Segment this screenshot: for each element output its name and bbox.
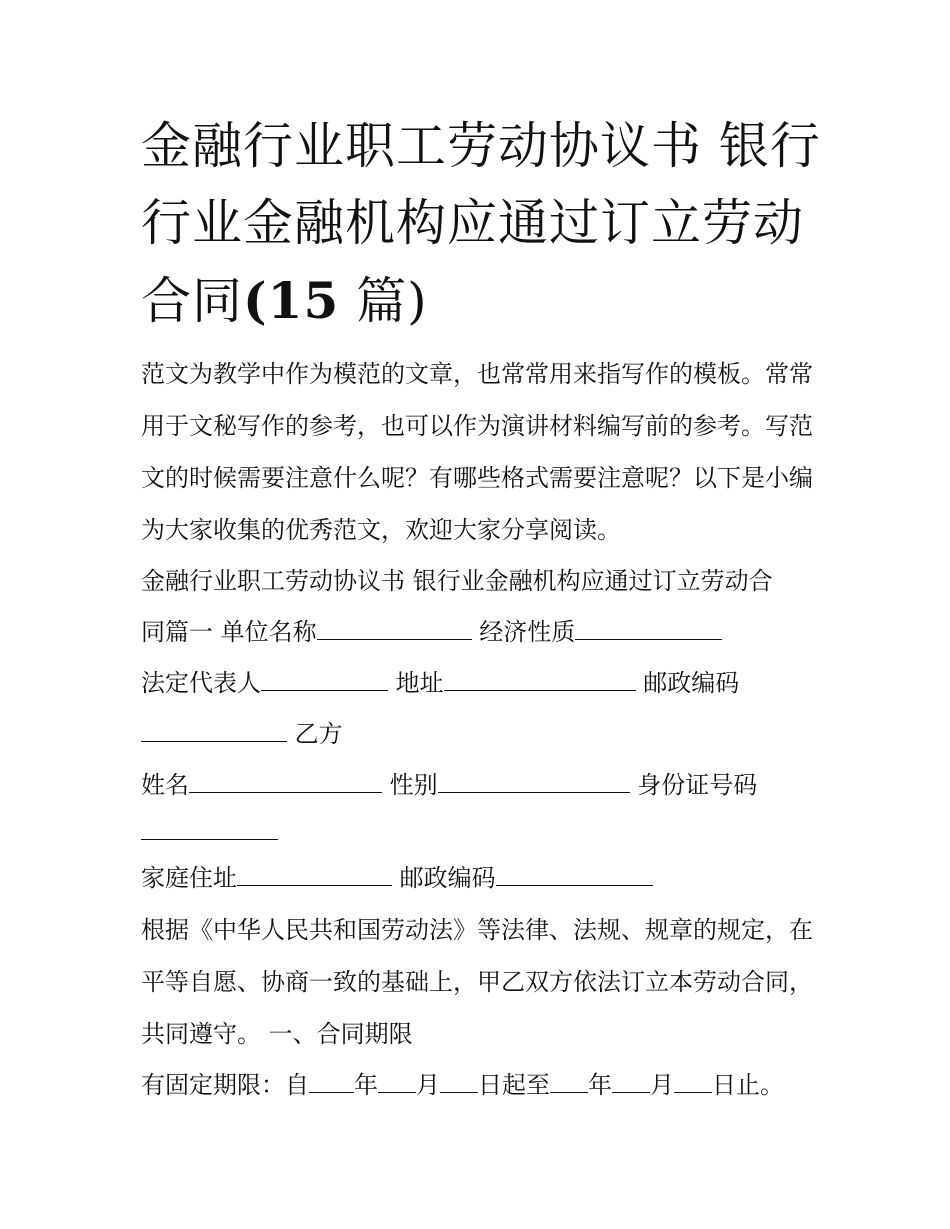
party-b-line [141, 709, 821, 760]
employee-postcode-blank [496, 865, 653, 886]
employer-name-blank [317, 619, 472, 640]
address-blank [444, 670, 636, 691]
employee-info-line [141, 760, 821, 811]
employee-postcode-label: 邮政编码 [392, 864, 496, 892]
end-month-blank [612, 1072, 650, 1093]
start-year-unit: 年 [354, 1071, 378, 1099]
id-number-line [141, 811, 821, 853]
start-day-unit: 日起至 [478, 1071, 550, 1099]
home-address-blank [237, 865, 392, 886]
document-page [141, 108, 821, 1111]
end-month-unit: 月 [650, 1071, 674, 1099]
employer-postcode-label: 邮政编码 [635, 669, 740, 697]
legal-rep-label: 法定代表人 [141, 669, 261, 697]
economic-nature-blank [575, 619, 722, 640]
term-label: 有固定期限：自 [141, 1071, 309, 1099]
title-suffix: 篇) [339, 272, 428, 330]
employer-postcode-blank [141, 721, 287, 742]
end-day-unit: 日止。 [712, 1071, 784, 1099]
start-day-blank [440, 1072, 478, 1093]
legal-rep-line [141, 658, 821, 709]
contract-heading-line: 金融行业职工劳动协议书 银行业金融机构应通过订立劳动合 [141, 567, 773, 595]
law-paragraph: 根据《中华人民共和国劳动法》等法律、法规、规章的规定，在平等自愿、协商一致的基础上，甲乙双方依法订立本劳动合同，共同遵守。 一、合同期限 [141, 916, 813, 1048]
economic-nature-label: 经济性质 [471, 618, 576, 646]
party-b-label: 乙方 [287, 720, 343, 748]
name-label: 姓名 [141, 771, 189, 799]
employer-name-label: 同篇一 单位名称 [141, 618, 317, 646]
home-address-line [141, 853, 821, 904]
name-blank [189, 772, 382, 793]
address-label: 地址 [388, 669, 444, 697]
gender-label: 性别 [382, 771, 438, 799]
document-title [141, 108, 821, 340]
start-month-blank [378, 1072, 416, 1093]
contract-term-line [141, 1060, 821, 1111]
intro-paragraph: 范文为教学中作为模范的文章，也常常用来指写作的模板。常常用于文秘写作的参考，也可以作为演讲材料编写前的参考。写范文的时候需要注意什么呢？有哪些格式需要注意呢？以下是小编为大家收集的优秀范文，欢迎大家分享阅读。 [141, 360, 813, 544]
id-number-label: 身份证号码 [629, 771, 758, 799]
title-count: (15 [243, 271, 340, 330]
end-year-blank [550, 1072, 588, 1093]
gender-blank [438, 772, 630, 793]
employer-name-line [141, 607, 821, 658]
legal-rep-blank [261, 670, 388, 691]
end-day-blank [674, 1072, 712, 1093]
start-month-unit: 月 [416, 1071, 440, 1099]
start-year-blank [309, 1072, 354, 1093]
end-year-unit: 年 [588, 1071, 612, 1099]
home-address-label: 家庭住址 [141, 864, 237, 892]
id-number-blank [141, 819, 278, 840]
title-text: 金融行业职工劳动协议书 银行行业金融机构应通过订立劳动合同 [141, 117, 821, 330]
